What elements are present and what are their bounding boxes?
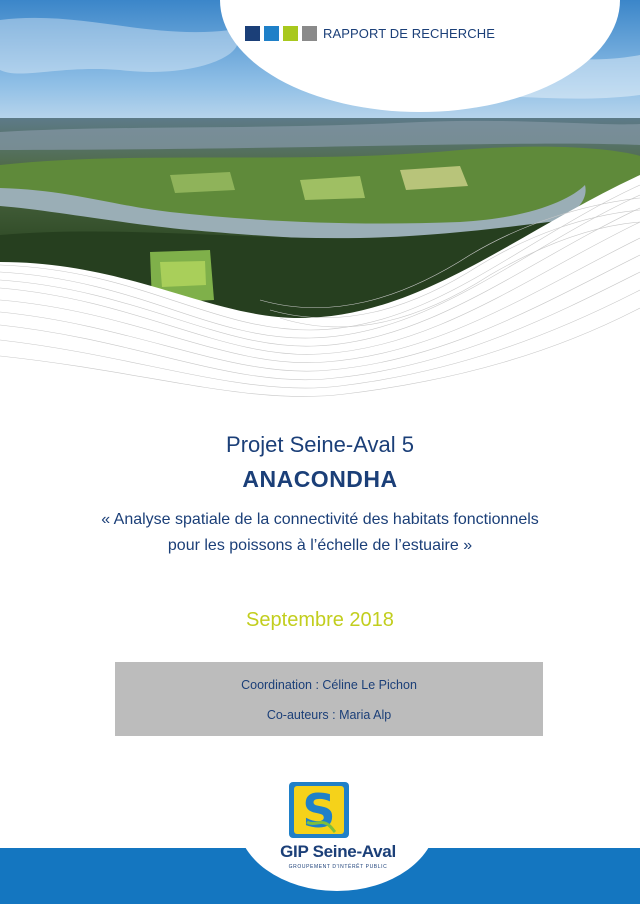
color-square-navy [245,26,260,41]
logo-letter: S [302,784,336,838]
coauthors-line: Co-auteurs : Maria Alp [266,708,392,722]
project-acronym: ANACONDHA [242,466,398,492]
logo-tagline: GROUPEMENT D'INTÉRÊT PUBLIC [288,864,388,870]
project-title: Projet Seine-Aval 5 [226,432,414,457]
color-square-blue [264,26,279,41]
project-subtitle [0,507,640,559]
color-square-lime [283,26,298,41]
subtitle-line-2: pour les poissons à l’échelle de l’estuaire » [167,537,473,554]
authors-box [115,662,543,736]
color-square-gray [302,26,317,41]
subtitle-line-1: « Analyse spatiale de la connectivité des habitats fonctionnels [101,511,539,528]
report-type-label: RAPPORT DE RECHERCHE [323,26,495,41]
aerial-photo [0,0,640,420]
gip-seine-aval-logo-icon [287,780,351,840]
report-header [245,26,495,41]
coordination-line: Coordination : Céline Le Pichon [241,678,417,692]
logo-name: GIP Seine-Aval [280,842,396,861]
publication-date: Septembre 2018 [246,609,394,631]
